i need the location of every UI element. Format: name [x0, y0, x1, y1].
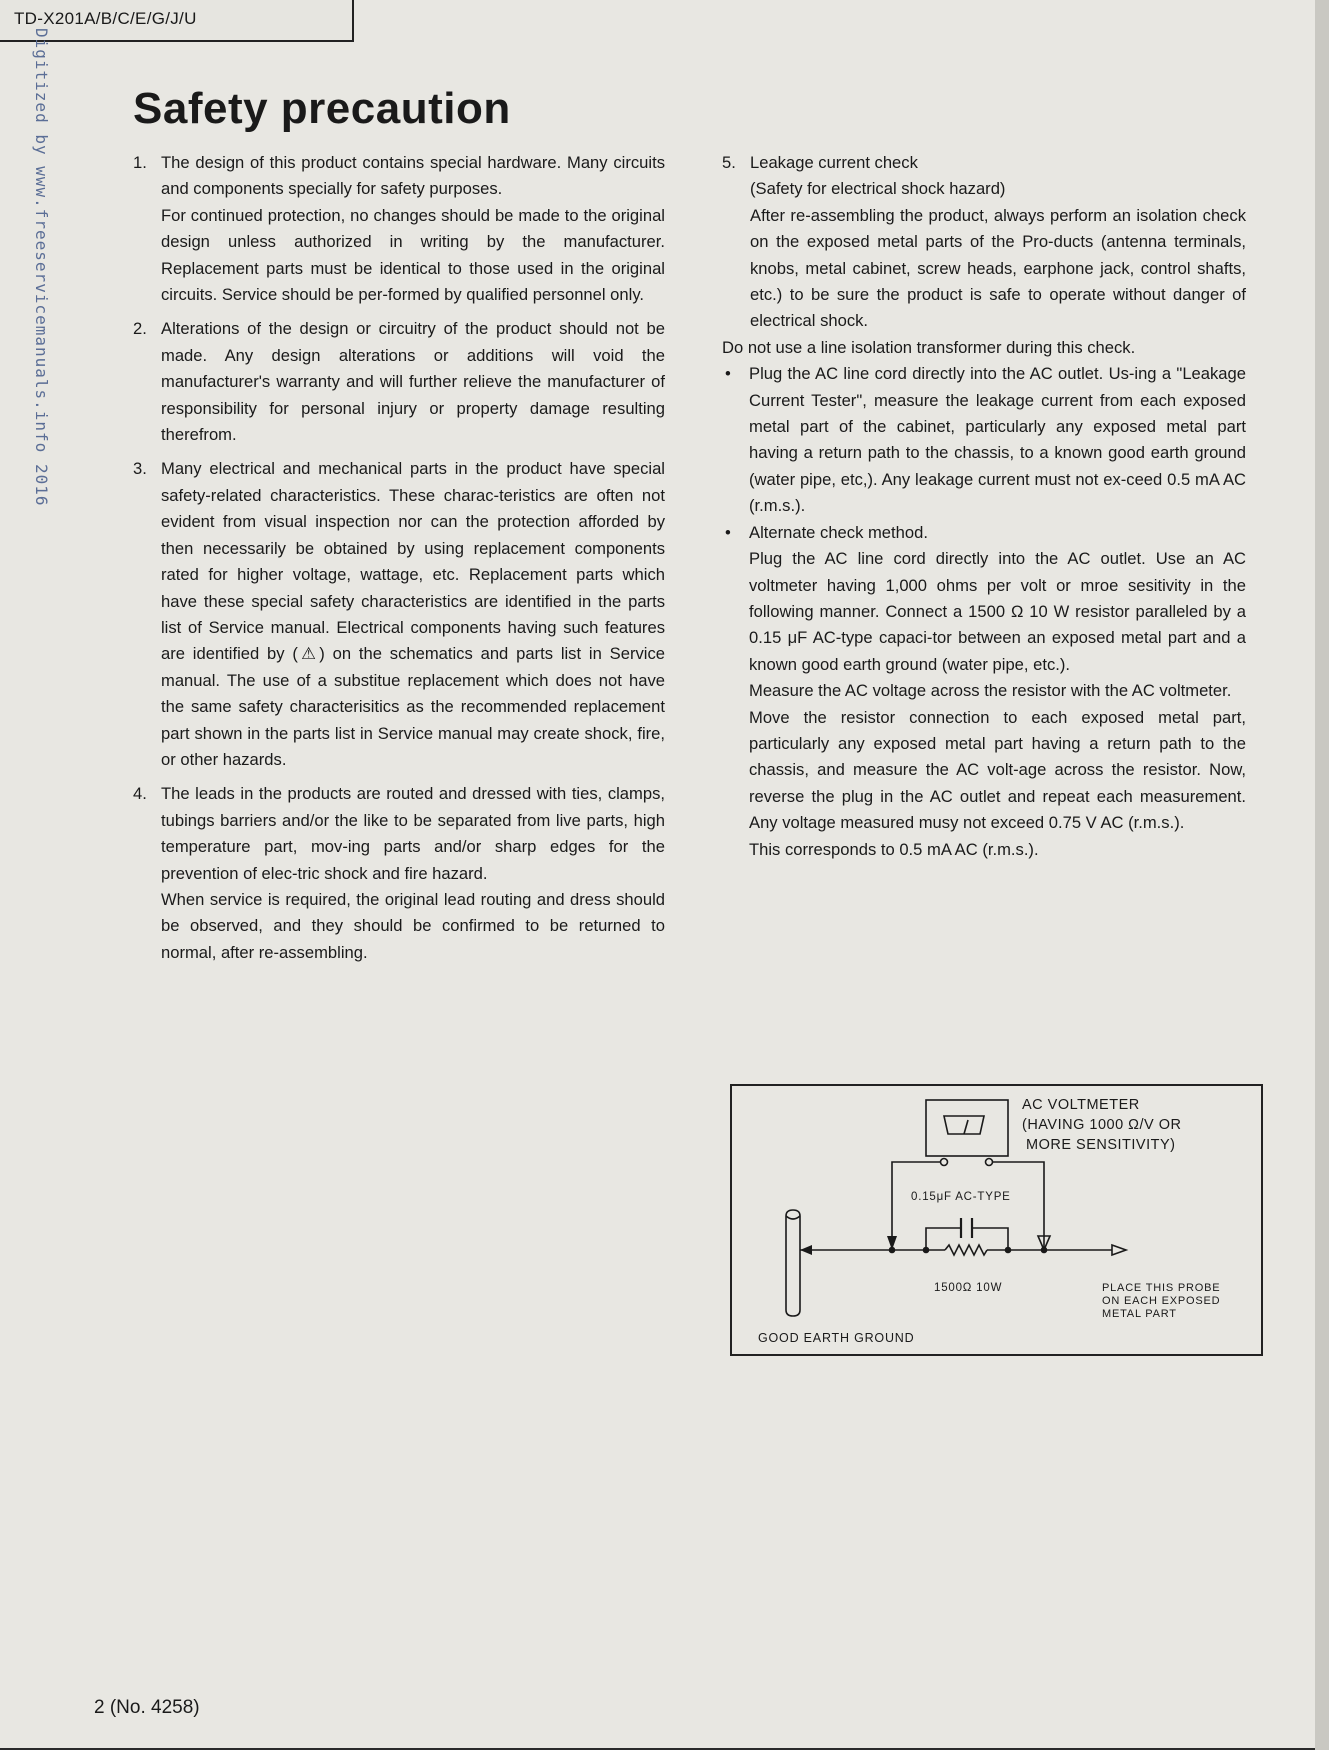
- item-paragraph: Alterations of the design or circuitry of the product should not be made. Any design alterations or additions will void the manufacturer's warranty and will further relieve the manufacturer of responsibility for personal injury or property damage resulting therefrom.: [161, 319, 665, 445]
- item-number: 2.: [133, 319, 147, 339]
- item-paragraph: For continued protection, no changes should be made to the original design unless authorized in writing by the manufacturer. Replacement parts must be identical to those used in the original circuits. Service should be per-formed by qualified personnel only.: [161, 205, 665, 305]
- item-number: 3.: [133, 459, 147, 479]
- page-title: Safety precaution: [133, 84, 511, 133]
- item-1: [133, 150, 665, 308]
- section-heading: Leakage current check: [750, 153, 918, 172]
- item-4: [133, 781, 665, 966]
- item-number: 5.: [722, 153, 736, 172]
- probe-arrow-icon: [1112, 1245, 1126, 1255]
- probe-label-line: ON EACH EXPOSED: [1102, 1295, 1221, 1307]
- probe-label-line: METAL PART: [1102, 1308, 1177, 1320]
- resistor-zigzag: [945, 1245, 987, 1255]
- probe-label-line: PLACE THIS PROBE: [1102, 1282, 1221, 1294]
- item-number: 4.: [133, 784, 147, 804]
- item-number: 1.: [133, 153, 147, 172]
- item-5: [722, 150, 1246, 335]
- bullet-icon: •: [725, 364, 731, 384]
- resistor-label: 1500Ω 10W: [934, 1282, 1003, 1294]
- item-paragraph: The leads in the products are routed and dressed with ties, clamps, tubings barriers and/or the like to be separated from live parts, high temperature part, mov-ing parts and/or sharp edges for the prevention of elec-tric shock and fire hazard.: [161, 784, 665, 883]
- bullet-heading: Alternate check method.: [749, 522, 928, 542]
- section-subheading: (Safety for electrical shock hazard): [750, 179, 1006, 199]
- bullet-item: [722, 361, 1246, 519]
- bullet-item: [722, 520, 1246, 863]
- ground-pipe-icon: [786, 1210, 800, 1316]
- item-3: [133, 456, 665, 773]
- voltmeter-label: [1022, 1095, 1181, 1155]
- voltmeter-label-line: (HAVING 1000 Ω/V OR: [1022, 1117, 1182, 1133]
- ground-arrow-icon: [800, 1245, 812, 1255]
- leakage-test-circuit-diagram: [730, 1084, 1263, 1356]
- voltmeter-label-line: MORE SENSITIVITY): [1026, 1137, 1176, 1153]
- item-paragraph: Many electrical and mechanical parts in the product have special safety-related characteristics. These charac-teristics are often not evident from visual inspection nor can the protection afforded by then necessarily be obtained by using replacement components rated for higher voltage, wattage, etc. Replacement parts which have these special safety characteristics are identified in the parts list of Service manual. Electrical components having such features are identified by (⚠) on the schematics and parts list in Service manual. The use of a substitue replacement which does not have the same safety characterisitics as the recommended replacement part shown in the parts list in Service manual may create shock, fire, or other hazards.: [161, 459, 665, 769]
- capacitor-label: 0.15μF AC-TYPE: [911, 1191, 1011, 1203]
- meter-terminal: [986, 1159, 993, 1166]
- left-column: [133, 150, 665, 974]
- bullet-icon: •: [725, 522, 731, 542]
- page-number: 2 (No. 4258): [94, 1697, 200, 1718]
- bullet-text: Plug the AC line cord directly into the AC outlet. Use an AC voltmeter having 1,000 ohms per volt or mroe sesitivity in the following manner. Connect a 1500 Ω 10 W resistor paralleled by a 0.15 μF AC-type capaci-tor between an exposed metal part and a known good earth ground (water pipe, etc.).: [749, 549, 1246, 674]
- voltmeter-box: [926, 1100, 1008, 1156]
- item-paragraph: After re-assembling the product, always perform an isolation check on the exposed metal parts of the Pro-ducts (antenna terminals, knobs, metal cabinet, screw heads, earphone jack, control shafts, etc.) to be sure the product is safe to operate without danger of electrical shock.: [750, 205, 1246, 331]
- item-paragraph: The design of this product contains special hardware. Many circuits and components specially for safety purposes.: [161, 153, 665, 199]
- probe-label: [1102, 1282, 1220, 1321]
- page-edge: [1315, 0, 1329, 1750]
- model-number: TD-X201A/B/C/E/G/J/U: [14, 9, 197, 28]
- voltmeter-label-line: AC VOLTMETER: [1022, 1097, 1140, 1113]
- item-paragraph: When service is required, the original lead routing and dress should be observed, and they should be confirmed to be returned to normal, after re-assembling.: [161, 889, 665, 962]
- right-column: [722, 150, 1246, 863]
- bullet-text: Move the resistor connection to each exposed metal part, particularly any exposed metal part having a return path to the chassis, and measure the AC volt-age across the resistor. Now, reverse the plug in the AC outlet and repeat each measurement. Any voltage measured musy not exceed 0.75 V AC (r.m.s.).: [749, 707, 1246, 833]
- item-paragraph: Do not use a line isolation transformer during this check.: [722, 337, 1136, 357]
- model-header: [0, 0, 354, 42]
- ground-label: GOOD EARTH GROUND: [758, 1331, 915, 1345]
- meter-terminal: [941, 1159, 948, 1166]
- bullet-text: This corresponds to 0.5 mA AC (r.m.s.).: [749, 839, 1039, 859]
- item-2: [133, 316, 665, 448]
- watermark-text: Digitized by www.freeservicemanuals.info 2016: [32, 28, 51, 507]
- bullet-text: Measure the AC voltage across the resistor with the AC voltmeter.: [749, 681, 1232, 701]
- bullet-text: Plug the AC line cord directly into the AC outlet. Us-ing a "Leakage Current Tester", measure the leakage current from each exposed metal part of the cabinet, particularly any exposed metal part having a return path to the chassis, to a known good earth ground (water pipe, etc,). Any leakage current must not ex-ceed 0.5 mA AC (r.m.s.).: [749, 364, 1246, 516]
